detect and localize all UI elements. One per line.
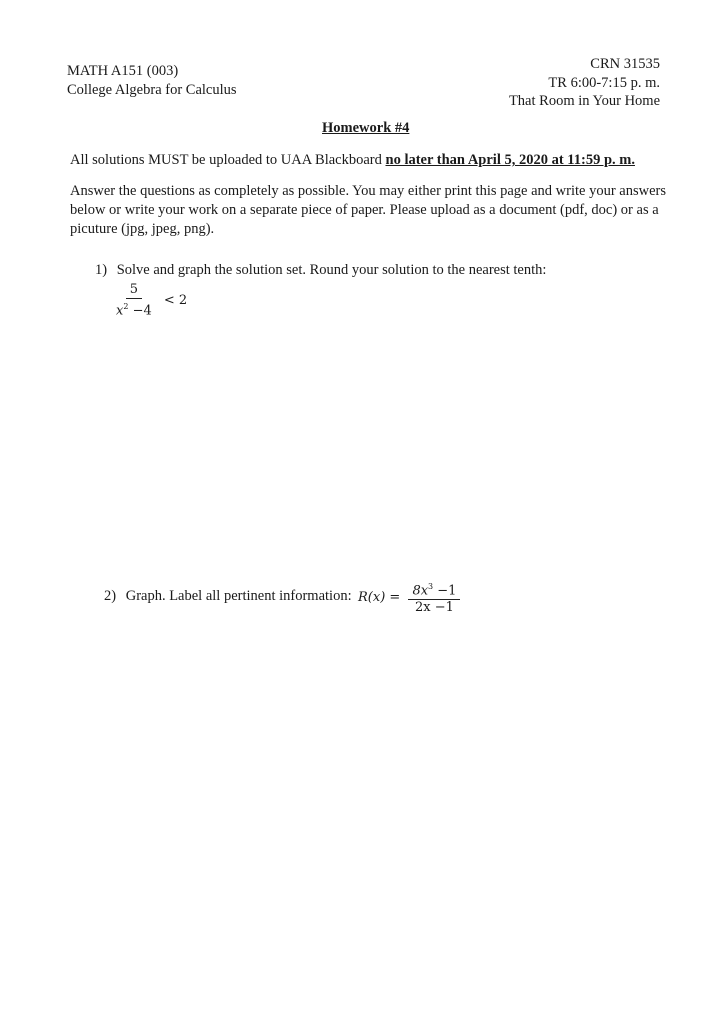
question-number: 1) [95,262,108,278]
schedule: TR 6:00-7:15 p. m. [548,74,660,91]
exponent: 3 [428,582,434,591]
course-code: MATH A151 (003) [67,63,179,79]
numerator-rest: −1 [433,583,457,599]
variable: x [116,303,124,319]
question-1 [95,262,546,279]
denominator: 2x −1 [414,600,454,616]
question-number: 2) [104,588,117,604]
numerator-coef: 8x [412,583,429,599]
question-2 [104,588,352,605]
deadline-prefix: All solutions MUST be uploaded to UAA Blackboard [70,152,386,168]
instructions: Answer the questions as completely as possible. You may either print this page and write your answers below or write your work on a separate piece of paper. Please upload as a document (pdf, doc) or as a picuture (jpg, jpeg, png). [70,183,667,237]
question-1-expression [112,282,187,319]
location: That Room in Your Home [508,93,660,109]
deadline-date: no later than April 5, 2020 at 11:59 p. m. [385,152,635,168]
deadline-line [70,152,635,169]
course-info [67,62,237,100]
numerator: 5 [126,282,142,299]
crn: CRN 31535 [590,56,660,72]
section-info [509,55,660,111]
question-2-expression [358,579,460,616]
question-text: Graph. Label all pertinent information: [125,588,352,604]
exponent: 2 [123,302,129,311]
denominator-rest: −4 [128,303,152,319]
function-lhs: R(x) = [358,590,401,606]
page-title: Homework #4 [322,120,410,136]
course-name: College Algebra for Calculus [67,82,237,98]
question-text: Solve and graph the solution set. Round your solution to the nearest tenth: [116,262,547,278]
relation: < 2 [163,293,188,309]
